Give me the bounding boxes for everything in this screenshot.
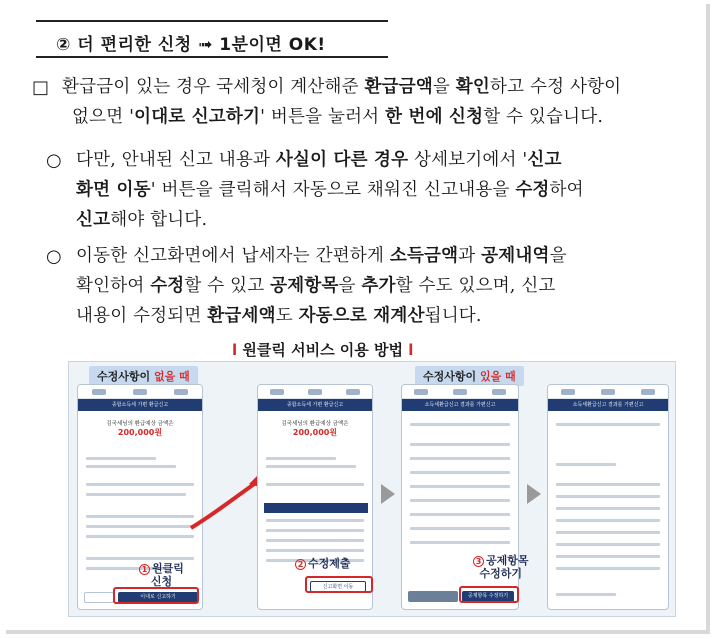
phone-screen-3: 소득세환급신고 결과를 가편신고 공제항목 수정하기 xyxy=(401,384,519,610)
paragraph-1 xyxy=(62,72,702,132)
callout-edit-deductions: 3 공제항목 수정하기 xyxy=(473,554,529,580)
phone-screen-4: 소득세환급신고 결과를 가편신고 xyxy=(547,384,669,610)
highlight-box-3 xyxy=(459,586,519,603)
highlight-box-1 xyxy=(113,587,199,604)
phone3-back-button[interactable] xyxy=(408,591,458,602)
red-arrow-icon xyxy=(187,472,267,532)
circle-bullet: ○ xyxy=(46,150,62,171)
paragraph-3-line-1: 이동한 신고화면에서 납세자는 간편하게 소득금액과 공제내역을 xyxy=(76,246,567,266)
paragraph-2-line-1: 다만, 안내된 신고 내용과 사실이 다른 경우 상세보기에서 '신고 xyxy=(76,150,562,170)
callout-edit-submit: 2 수정제출 xyxy=(295,557,351,570)
circle-bullet: ○ xyxy=(46,246,62,267)
paragraph-2-line-3: 신고해야 합니다. xyxy=(76,210,208,230)
phone1-submit-button[interactable]: 이대로 신고하기 xyxy=(118,592,198,603)
section-title: ② 더 편리한 신청 ➟ 1분이면 OK! xyxy=(56,35,326,55)
arrow-right-icon xyxy=(381,484,395,504)
paragraph-1-line-1: 환급금이 있는 경우 국세청이 계산해준 환급금액을 확인하고 수정 사항이 xyxy=(62,77,622,97)
figure-title: l 원클릭 서비스 이용 방법 l xyxy=(232,341,414,359)
tag-no-changes: 수정사항이 없을 때 xyxy=(89,366,198,386)
paragraph-3 xyxy=(76,241,696,331)
highlight-box-2 xyxy=(305,576,373,593)
document-page xyxy=(6,4,710,634)
paragraph-2-line-2: 화면 이동' 버튼을 클릭해서 자동으로 채워진 신고내용을 수정하여 xyxy=(76,180,584,200)
paragraph-2 xyxy=(76,145,696,235)
phone2-move-button[interactable]: 신고화면 이동 xyxy=(310,581,366,592)
tag-with-changes: 수정사항이 있을 때 xyxy=(415,366,524,386)
phone-screen-1: 종합소득세 가편 환급신고 김국세님의 환급예상 금액은 200,000원 이대로 신고하기 xyxy=(77,384,203,610)
callout-one-click: 1 원클릭 신청 xyxy=(139,562,184,588)
arrow-right-icon xyxy=(527,484,541,504)
paragraph-3-line-3: 내용이 수정되면 환급세액도 자동으로 재계산됩니다. xyxy=(76,306,482,326)
square-bullet: □ xyxy=(32,77,50,98)
paragraph-3-line-2: 확인하여 수정할 수 있고 공제항목을 추가할 수도 있으며, 신고 xyxy=(76,276,556,296)
section-header xyxy=(36,20,388,58)
phone-screen-2: 종합소득세 가편 환급신고 김국세님의 환급예상 금액은 200,000원 신고화면 이동 xyxy=(257,384,373,610)
phone1-back-button[interactable] xyxy=(84,592,114,603)
paragraph-1-line-2: 없으면 '이대로 신고하기' 버튼을 눌러서 한 번에 신청할 수 있습니다. xyxy=(72,107,604,127)
phone3-edit-button[interactable]: 공제항목 수정하기 xyxy=(462,591,514,602)
service-figure xyxy=(68,361,676,617)
